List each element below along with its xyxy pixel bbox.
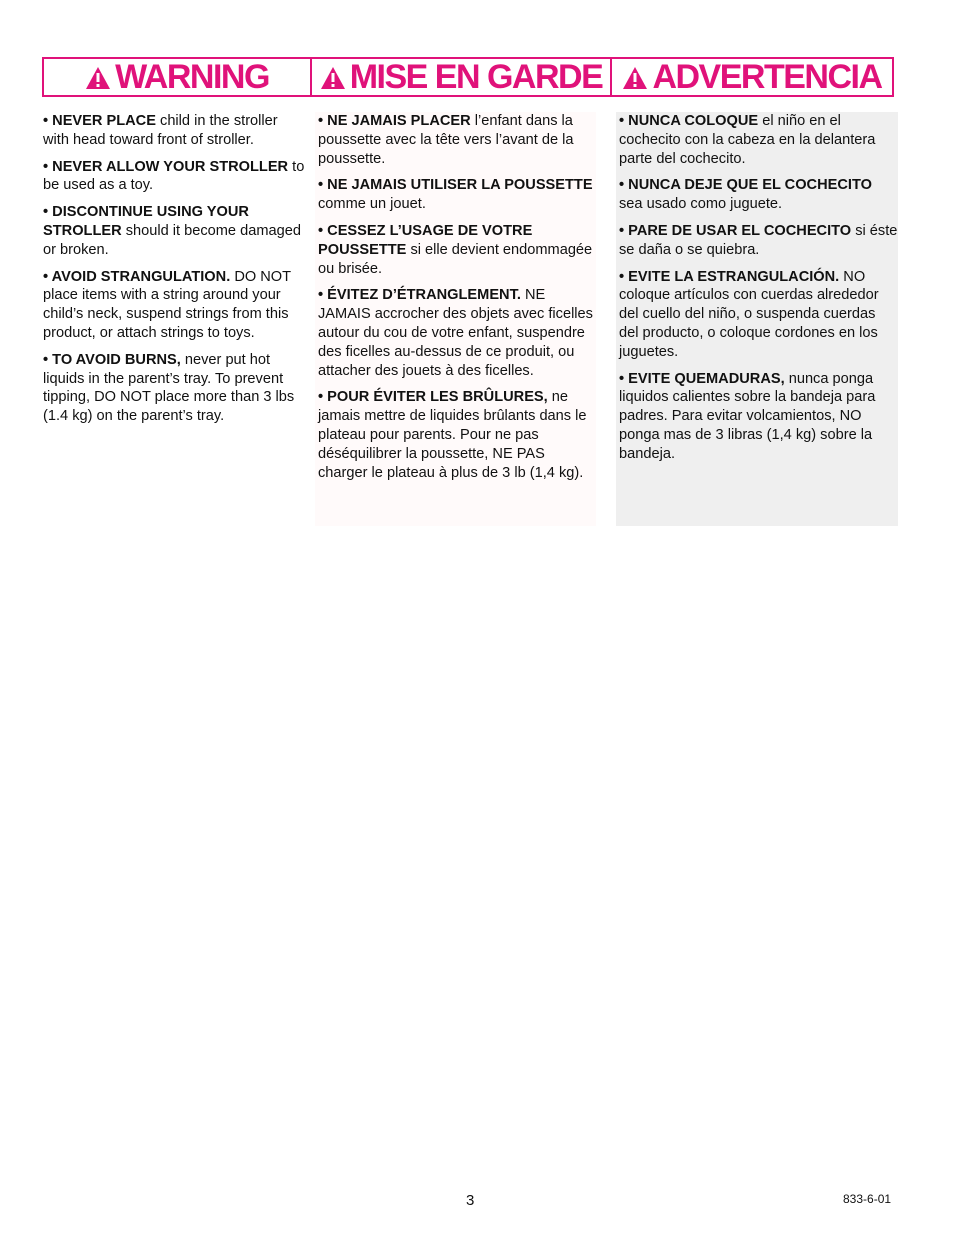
list-item: • EVITE QUEMADURAS, nunca ponga liquidos calientes sobre la bandeja para padres. Para evitar volcamientos, NO ponga mas de 3 libras (1,4 kg) sobre la bandeja.: [619, 370, 876, 462]
warning-triangle-icon: [320, 66, 346, 90]
list-item: • ÉVITEZ D’ÉTRANGLEMENT. NE JAMAIS accrocher des objets avec ficelles autour du cou de votre enfant, suspendre des ficelles au-dessus de ce produit, ou attacher des jouets à des ficelles.: [318, 287, 593, 379]
warning-triangle-icon: [622, 66, 648, 90]
header-warning: [44, 59, 310, 95]
list-item: • POUR ÉVITER LES BRÛLURES, ne jamais mettre de liquides brûlants dans le plateau pour parents. Pour ne pas déséquilibrer la poussette, NE PAS charger le plateau à plus de 3 lb (1,4 kg).: [318, 389, 587, 481]
list-item: • NE JAMAIS UTILISER LA POUSSETTE comme un jouet.: [318, 177, 593, 213]
list-item: • AVOID STRANGULATION. DO NOT place items with a string around your child’s neck, suspend strings from this product, or attach strings to toys.: [43, 268, 291, 341]
warning-triangle-icon: [85, 66, 111, 90]
list-item: • NEVER ALLOW YOUR STROLLER to be used as a toy.: [43, 158, 305, 194]
list-item: • EVITE LA ESTRANGULACIÓN. NO coloque artículos con cuerdas alrededor del cuello del niño, o suspenda cuerdas del producto, o coloque cordones en los juguetes.: [619, 268, 879, 360]
list-item: • CESSEZ L’USAGE DE VOTRE POUSSETTE si elle devient endommagée ou brisée.: [318, 222, 593, 277]
list-item: • NUNCA COLOQUE el niño en el cochecito con la cabeza en la delantera parte del cochecito.: [619, 113, 876, 167]
warning-header-bar: [42, 57, 894, 97]
french-column: [315, 112, 596, 526]
header-title-es: ADVERTENCIA: [652, 57, 882, 96]
header-advertencia: [610, 59, 892, 95]
list-item: • PARE DE USAR EL COCHECITO si éste se daña o se quiebra.: [619, 222, 898, 258]
page-number: 3: [466, 1192, 475, 1209]
english-column: [43, 112, 305, 434]
document-code: 833-6-01: [843, 1192, 892, 1206]
list-item: • NEVER PLACE child in the stroller with head toward front of stroller.: [43, 113, 278, 148]
list-item: • DISCONTINUE USING YOUR STROLLER should it become damaged or broken.: [43, 204, 301, 258]
spanish-column: [616, 112, 898, 526]
list-item: • TO AVOID BURNS, never put hot liquids in the parent’s tray. To prevent tipping, DO NOT place more than 3 lbs (1.4 kg) on the parent’s tray.: [43, 351, 295, 425]
list-item: • NE JAMAIS PLACER l’enfant dans la poussette avec la tête vers l’avant de la poussette.: [318, 113, 574, 167]
header-title-en: WARNING: [115, 57, 269, 96]
list-item: • NUNCA DEJE QUE EL COCHECITO sea usado como juguete.: [619, 177, 872, 213]
header-title-fr: MISE EN GARDE: [349, 57, 603, 96]
header-mise-en-garde: [310, 59, 610, 95]
